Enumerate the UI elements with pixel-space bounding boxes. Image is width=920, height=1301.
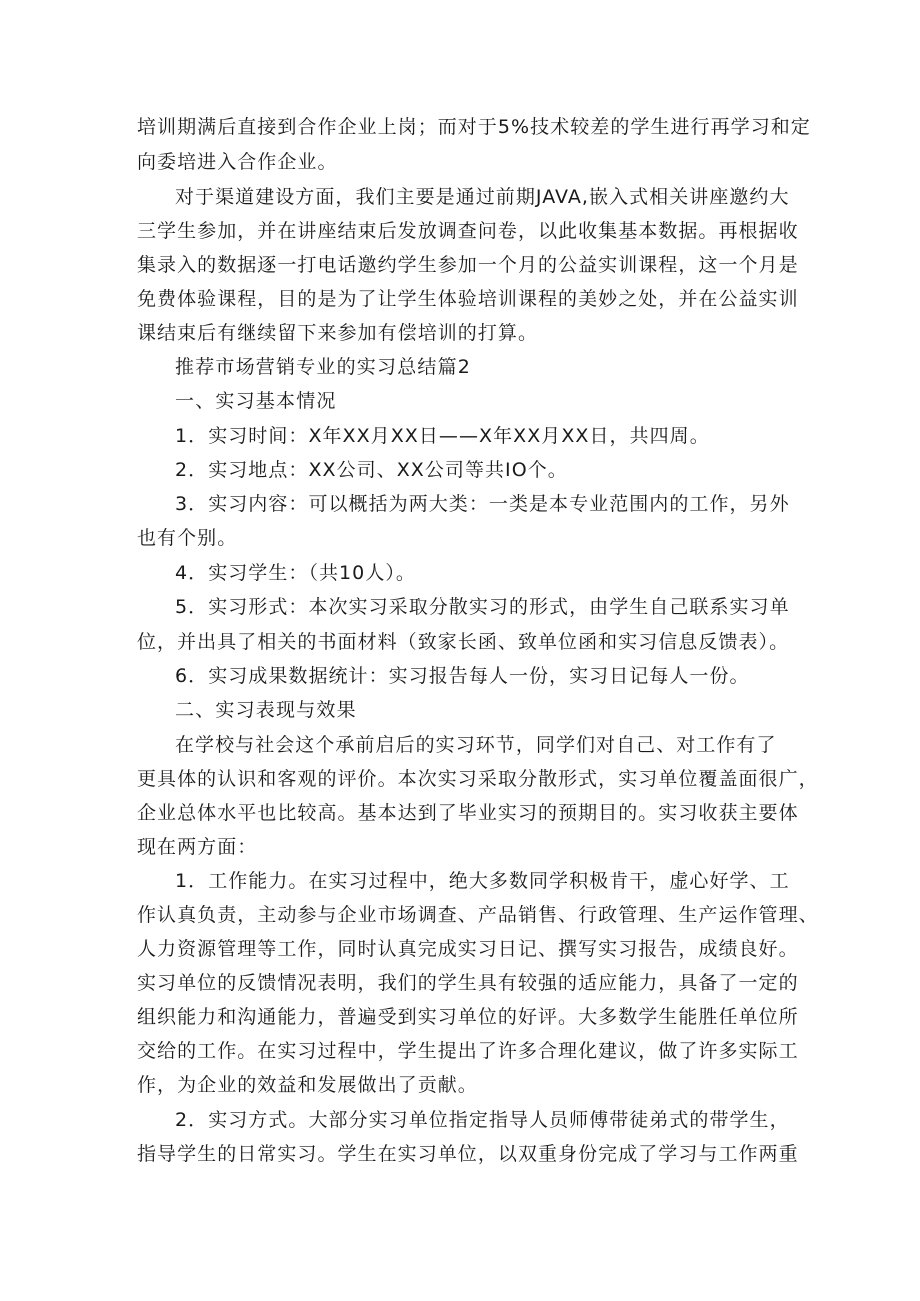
paragraph-line: 向委培进入合作企业。 — [137, 151, 338, 173]
paragraph-line: 免费体验课程，目的是为了让学生体验培训课程的美妙之处，并在公益实训 — [137, 288, 799, 310]
paragraph-line: 位，并出具了相关的书面材料（致家长函、致单位函和实习信息反馈表）。 — [137, 631, 790, 653]
paragraph-line: 也有个别。 — [137, 527, 238, 549]
paragraph-line: 人力资源管理等工作，同时认真完成实习日记、撰写实习报告，成绩良好。 — [137, 938, 799, 960]
list-item: 2．实习地点：XX公司、XX公司等共IO个。 — [175, 459, 568, 481]
paragraph-line: 现在两方面： — [137, 836, 258, 858]
paragraph-line: 在学校与社会这个承前启后的实习环节，同学们对自己、对工作有了 — [175, 734, 777, 756]
list-item: 4．实习学生：（共10人）。 — [175, 562, 416, 584]
paragraph-line: 三学生参加，并在讲座结束后发放调查问卷，以此收集基本数据。再根据收 — [137, 220, 799, 242]
list-item: 2．实习方式。大部分实习单位指定指导人员师傅带徒弟式的带学生， — [175, 1109, 790, 1131]
section-heading: 一、实习基本情况 — [175, 390, 337, 412]
paragraph-line: 指导学生的日常实习。学生在实习单位，以双重身份完成了学习与工作两重 — [137, 1143, 799, 1165]
paragraph-line: 集录入的数据逐一打电话邀约学生参加一个月的公益实训课程，这一个月是 — [137, 254, 799, 276]
paragraph-line: 培训期满后直接到合作企业上岗；而对于5%技术较差的学生进行再学习和定 — [137, 116, 811, 138]
paragraph-line: 作，为企业的效益和发展做出了贡献。 — [137, 1074, 478, 1096]
paragraph-line: 交给的工作。在实习过程中，学生提出了许多合理化建议，做了许多实际工 — [137, 1040, 799, 1062]
paragraph-line: 更具体的认识和客观的评价。本次实习采取分散形式，实习单位覆盖面很广， — [137, 768, 819, 790]
list-item: 5．实习形式：本次实习采取分散实习的形式，由学生自己联系实习单 — [175, 596, 790, 618]
paragraph-line: 课结束后有继续留下来参加有偿培训的打算。 — [137, 322, 539, 344]
paragraph-line: 作认真负责，主动参与企业市场调查、产品销售、行政管理、生产运作管理、 — [137, 904, 819, 926]
list-item: 1．实习时间：X年XX月XX日——X年XX月XX日，共四周。 — [175, 425, 710, 447]
paragraph-line: 实习单位的反馈情况表明，我们的学生具有较强的适应能力，具备了一定的 — [137, 972, 799, 994]
section-heading: 二、实习表现与效果 — [175, 699, 357, 721]
paragraph-line: 组织能力和沟通能力，普遍受到实习单位的好评。大多数学生能胜任单位所 — [137, 1006, 799, 1028]
paragraph-line: 对于渠道建设方面，我们主要是通过前期JAVA,嵌入式相关讲座邀约大 — [175, 186, 790, 208]
paragraph-line: 企业总体水平也比较高。基本达到了毕业实习的预期目的。实习收获主要体 — [137, 802, 799, 824]
list-item: 6．实习成果数据统计：实习报告每人一份，实习日记每人一份。 — [175, 665, 750, 687]
list-item: 1．工作能力。在实习过程中，绝大多数同学积极肯干，虚心好学、工 — [175, 870, 790, 892]
list-item: 3．实习内容：可以概括为两大类：一类是本专业范围内的工作，另外 — [175, 493, 790, 515]
section-title: 推荐市场营销专业的实习总结篇2 — [175, 356, 472, 378]
